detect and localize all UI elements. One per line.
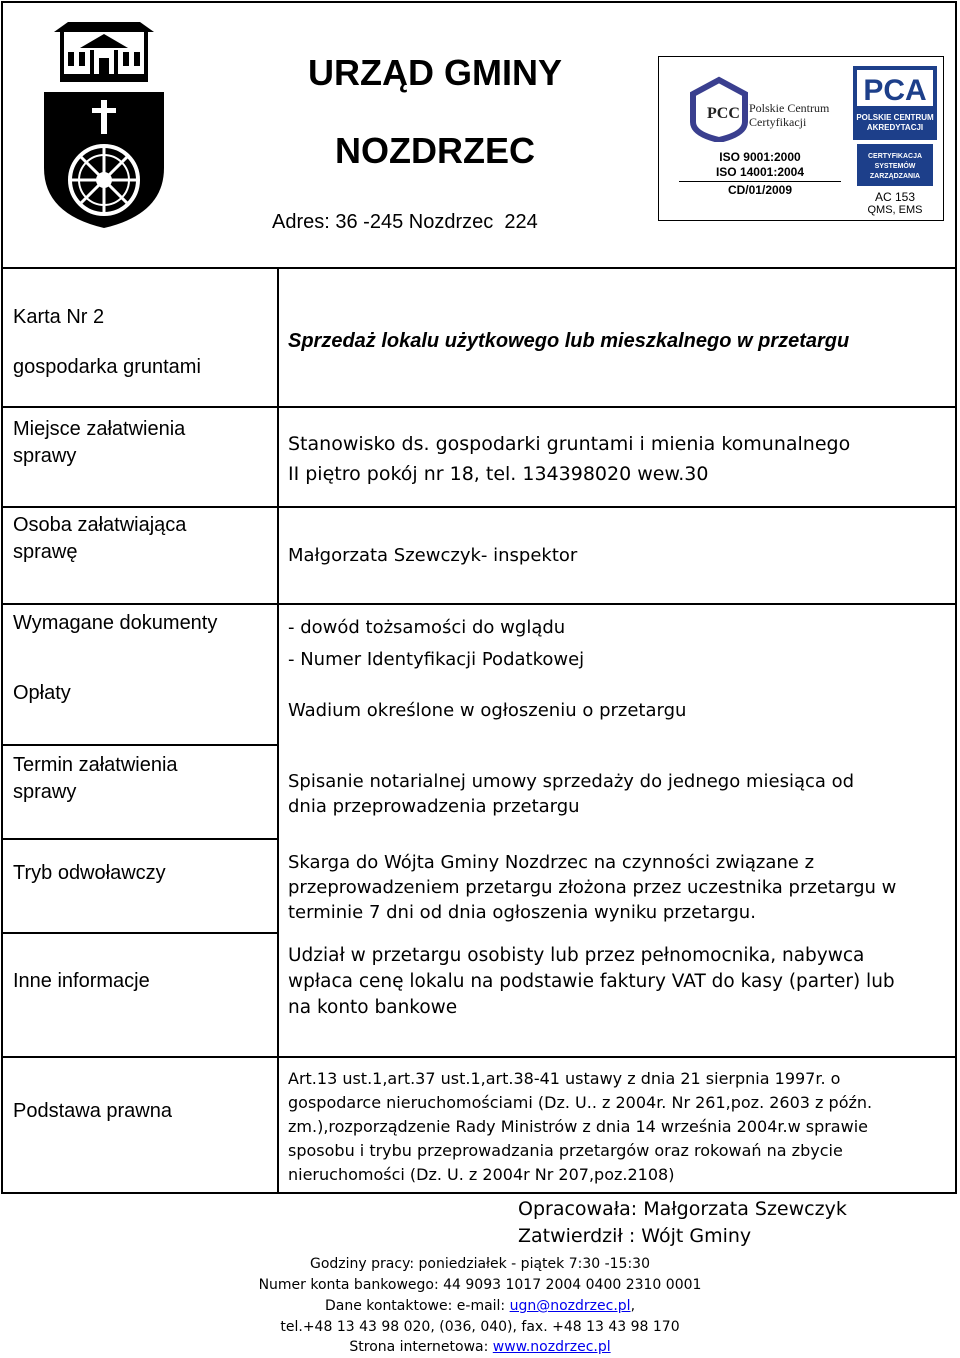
office-hours: Godziny pracy: poniedziałek - piątek 7:30 -15:30 [310, 1256, 650, 1272]
legal-value [288, 1067, 948, 1187]
documents-value [288, 612, 948, 676]
pca-logo-icon [853, 66, 937, 190]
svg-text:PCC: PCC [707, 105, 740, 122]
pca-line2: AKREDYTACJI [866, 123, 924, 132]
iso-14001: ISO 14001:2004 [715, 165, 805, 179]
person-label-line1: Osoba załatwiająca [13, 514, 187, 536]
pca-code: AC 153 [874, 190, 916, 204]
fees-value: Wadium określone w ogłoszeniu o przetargu [288, 700, 687, 721]
fees-label: Opłaty [13, 682, 71, 704]
website-prefix: Strona internetowa: [349, 1339, 493, 1355]
website-line [200, 1337, 760, 1358]
row-divider [1, 406, 957, 408]
legal-label: Podstawa prawna [13, 1100, 172, 1122]
card-title: Sprzedaż lokalu użytkowego lub mieszkalnego w przetargu [288, 330, 850, 352]
certificate-number: CD/01/2009 [727, 183, 793, 197]
appeal-label: Tryb odwoławczy [13, 862, 166, 884]
pca-badge1: CERTYFIKACJA [867, 153, 923, 160]
row-divider [1, 838, 277, 840]
row-divider [1, 603, 957, 605]
row-divider [1, 506, 957, 508]
documents-item: - Numer Identyfikacji Podatkowej [288, 649, 585, 670]
info-label: Inne informacje [13, 970, 150, 992]
term-value-line2: dnia przeprowadzenia przetargu [288, 796, 580, 817]
place-value [288, 429, 948, 489]
place-label-line1: Miejsce załatwienia [13, 418, 186, 440]
info-value [288, 943, 948, 1021]
term-label [13, 752, 263, 806]
pca-scope: QMS, EMS [867, 204, 923, 216]
card-number: Karta Nr 2 [13, 306, 105, 328]
row-divider [1, 1056, 957, 1058]
legal-value-line4: sposobu i trybu przeprowadzania przetargów oraz rokowań na zbycie [288, 1141, 843, 1160]
row-divider [1, 744, 277, 746]
documents-label: Wymagane dokumenty [13, 612, 218, 634]
pcc-logo-icon [685, 76, 835, 142]
term-label-line2: sprawy [13, 781, 77, 803]
person-label-line2: sprawę [13, 541, 78, 563]
contact-suffix: , [630, 1298, 636, 1314]
website-link[interactable]: www.nozdrzec.pl [492, 1339, 611, 1355]
prepared-by: Opracowała: Małgorzata Szewczyk [518, 1198, 847, 1220]
pca-line1: POLSKIE CENTRUM [856, 113, 934, 122]
email-link[interactable]: ugn@nozdrzec.pl [509, 1298, 631, 1314]
info-value-line2: wpłaca cenę lokalu na podstawie faktury VAT do kasy (parter) lub [288, 971, 895, 992]
office-address: Adres: 36 -245 Nozdrzec 224 [272, 211, 538, 233]
appeal-value-line3: terminie 7 dni od dnia ogłoszenia wyniku przetargu. [288, 902, 756, 923]
legal-value-line3: zm.),rozporządzenie Rady Ministrów z dnia 14 września 2004r.w sprawie [288, 1117, 868, 1136]
iso-9001: ISO 9001:2000 [719, 150, 801, 164]
legal-value-line1: Art.13 ust.1,art.37 ust.1,art.38-41 ustawy z dnia 21 sierpnia 1997r. o [288, 1069, 841, 1088]
divider [679, 181, 841, 182]
card-category: gospodarka gruntami [13, 356, 201, 378]
office-name: NOZDRZEC [335, 130, 535, 171]
approved-by: Zatwierdził : Wójt Gminy [518, 1225, 752, 1247]
contact-line [200, 1296, 760, 1317]
place-value-line1: Stanowisko ds. gospodarki gruntami i mienia komunalnego [288, 433, 851, 455]
info-value-line3: na konto bankowe [288, 997, 458, 1018]
place-label-line2: sprawy [13, 445, 77, 467]
place-label [13, 416, 263, 470]
info-value-line1: Udział w przetargu osobisty lub przez pełnomocnika, nabywca [288, 945, 865, 966]
appeal-value-line2: przeprowadzeniem przetargu złożona przez uczestnika przetargu w [288, 877, 897, 898]
term-label-line1: Termin załatwienia [13, 754, 178, 776]
appeal-value [288, 850, 948, 925]
person-label [13, 512, 263, 566]
term-value [288, 769, 948, 819]
place-value-line2: II piętro pokój nr 18, tel. 134398020 wew.30 [288, 463, 709, 485]
appeal-value-line1: Skarga do Wójta Gminy Nozdrzec na czynności związane z [288, 852, 815, 873]
municipal-crest-icon [40, 18, 168, 230]
pca-badge3: ZARZĄDZANIA [869, 173, 921, 180]
pca-badge2: SYSTEMÓW [874, 163, 916, 170]
row-divider [1, 932, 277, 934]
documents-item: - dowód tożsamości do wglądu [288, 617, 566, 638]
contact-prefix: Dane kontaktowe: e-mail: [324, 1298, 510, 1314]
pcc-name-line2: Certyfikacji [749, 115, 807, 129]
pcc-name-line1: Polskie Centrum [749, 101, 830, 115]
term-value-line1: Spisanie notarialnej umowy sprzedaży do jednego miesiąca od [288, 771, 855, 792]
legal-value-line2: gospodarce nieruchomościami (Dz. U.. z 2004r. Nr 261,poz. 2603 z późn. [288, 1093, 873, 1112]
office-title: URZĄD GMINY [308, 52, 562, 93]
person-value: Małgorzata Szewczyk- inspektor [288, 545, 578, 566]
phone-fax: tel.+48 13 43 98 020, (036, 040), fax. +48 13 43 98 170 [280, 1319, 680, 1335]
bank-account: Numer konta bankowego: 44 9093 1017 2004 0400 2310 0001 [258, 1277, 702, 1293]
pca-abbr: PCA [863, 74, 927, 107]
legal-value-line5: nieruchomości (Dz. U. z 2004r Nr 207,poz.2108) [288, 1165, 675, 1184]
pcc-certificate [679, 70, 841, 198]
